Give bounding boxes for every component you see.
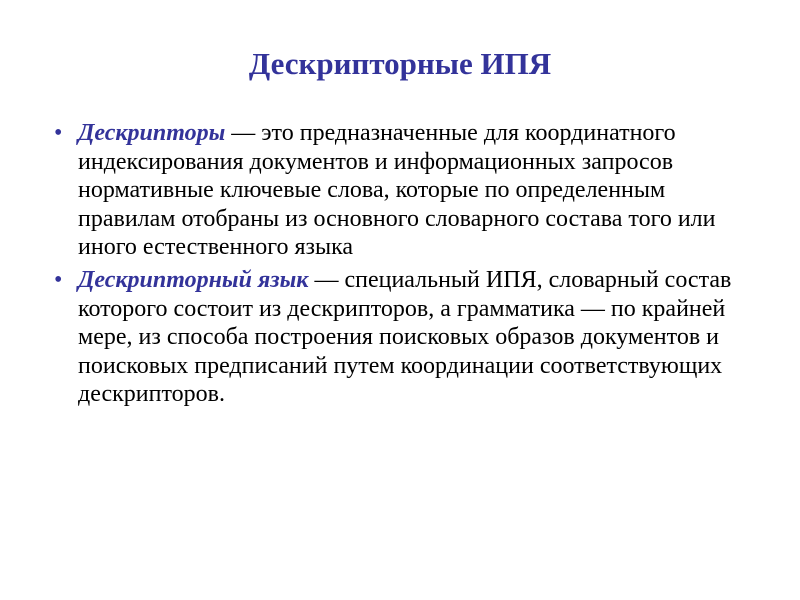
definition-descriptor-language: — специальный ИПЯ, словарный состав которого состоит из дескрипторов, а грамматика — по крайней мере, из способа построения поисковых образов документов и поисковых предписаний путем координации соответствующих дескрипторов. [78, 266, 732, 408]
bullet-dot-icon: • [54, 266, 63, 293]
bullet-item-descriptor-language [54, 266, 754, 409]
bullet-dot-icon: • [54, 120, 63, 146]
slide-title: Дескрипторные ИПЯ [248, 46, 552, 81]
bullet-item-descriptors [54, 119, 754, 262]
term-descriptor-language: Дескрипторный язык [78, 266, 309, 293]
bullet-list [54, 119, 754, 413]
term-descriptors: Дескрипторы [78, 120, 226, 146]
definition-descriptors: — это предназначенные для координатного индексирования документов и информационных запросов нормативные ключевые слова, которые по определенным правилам отобраны из основного словарного состава того или иного естественного языка [78, 120, 716, 261]
